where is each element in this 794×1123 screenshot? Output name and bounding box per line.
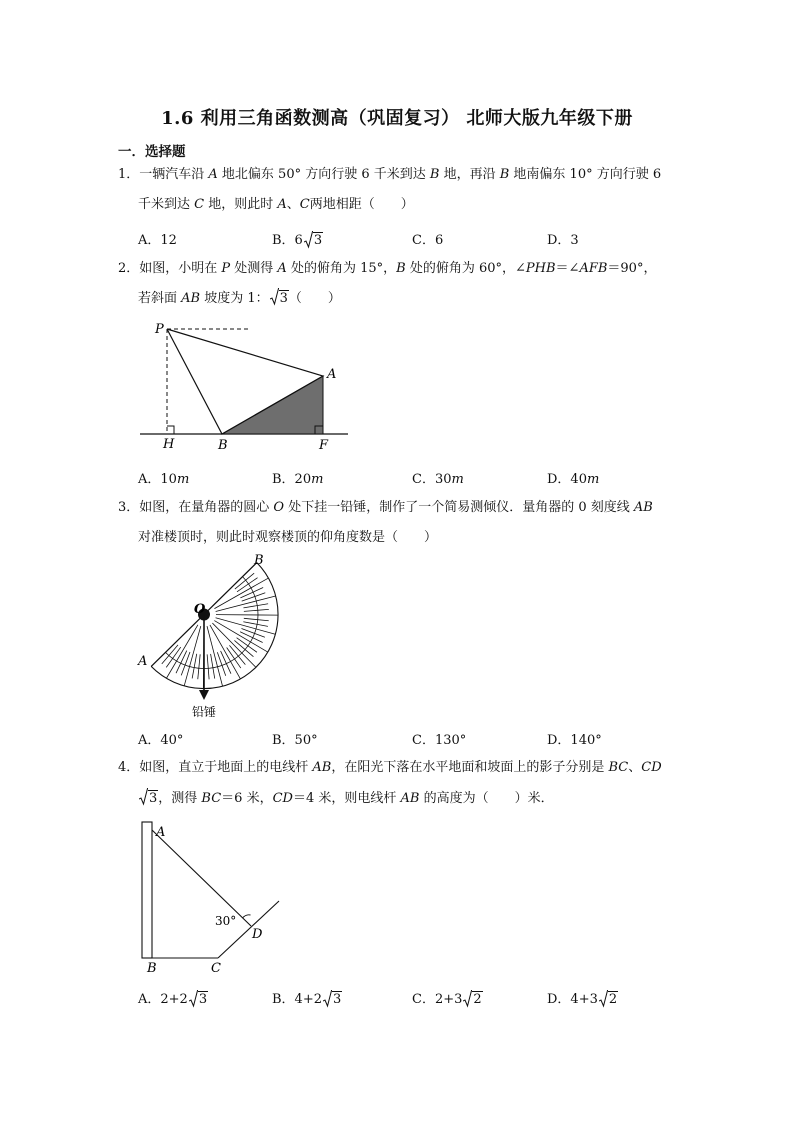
sqrt-symbol: 2 (599, 992, 618, 1007)
label-f: F (319, 438, 329, 453)
section-heading: 一．选择题 (118, 144, 186, 160)
label-a: A (138, 654, 148, 669)
angle-arc (243, 915, 251, 918)
label-o: O (194, 602, 206, 617)
question-1-line-1: 1．一辆汽车沿 A 地北偏东 50° 方向行驶 6 千米到达 B 地，再沿 B 地南偏东 10° 方向行驶 6 (118, 167, 662, 182)
protractor-tick (192, 654, 197, 679)
sqrt-symbol: 2 (463, 992, 482, 1007)
q3-option-b[interactable]: B．50° (272, 733, 318, 748)
sqrt-symbol: 3 (189, 992, 208, 1007)
q2-option-b[interactable]: B．20m (272, 472, 324, 487)
label-a: A (156, 825, 166, 840)
protractor-tick (243, 622, 268, 627)
q1-option-a[interactable]: A．12 (138, 233, 177, 248)
label-b: B (147, 961, 157, 976)
label-h: H (163, 437, 175, 452)
protractor-tick (214, 578, 268, 609)
protractor-tick (151, 623, 195, 666)
electric-pole (142, 822, 152, 958)
label-c: C (211, 961, 221, 976)
q3-option-d[interactable]: D．140° (547, 733, 602, 748)
label-d: D (252, 927, 263, 942)
label-p: P (155, 322, 164, 337)
protractor-inner-arc (165, 577, 258, 669)
label-b: B (218, 438, 228, 453)
figure-slope (130, 315, 360, 455)
figure-protractor (130, 552, 290, 722)
question-3-line-1: 3．如图，在量角器的圆心 O 处下挂一铅锤，制作了一个简易测倾仪．量角器的 0 刻度线 AB (118, 500, 653, 515)
protractor-ticks (151, 563, 278, 689)
sqrt-symbol: 3 (304, 233, 323, 248)
q1-option-c[interactable]: C．6 (412, 233, 444, 248)
figure-pole (135, 815, 295, 980)
question-2-line-1: 2．如图，小明在 P 处测得 A 处的俯角为 15°，B 处的俯角为 60°，∠PHB＝∠AFB＝90°， (118, 261, 657, 276)
label-angle-30: 30° (215, 914, 237, 928)
protractor-tick (244, 618, 269, 620)
q2-option-d[interactable]: D．40m (547, 472, 600, 487)
label-plumb-weight: 铅锤 (192, 705, 217, 719)
q3-option-a[interactable]: A．40° (138, 733, 184, 748)
label-a: A (327, 367, 337, 382)
q2-option-a[interactable]: A．10m (138, 472, 190, 487)
question-4-line-2: 3，测得 BC＝6 米，CD＝4 米，则电线杆 AB 的高度为（ ）米． (138, 790, 554, 808)
plumb-arrow (199, 690, 209, 700)
q4-option-d[interactable]: D．4+3 2 (547, 992, 618, 1007)
q4-option-c[interactable]: C．2+3 2 (412, 992, 482, 1007)
sun-ray (152, 830, 251, 926)
question-3-line-2: 对准楼顶时，则此时观察楼顶的仰角度数是（ ） (138, 530, 438, 545)
slope-line (218, 901, 279, 958)
label-b: B (254, 553, 264, 568)
q1-option-d[interactable]: D．3 (547, 233, 579, 248)
sqrt-symbol: 3 (323, 992, 342, 1007)
q1-option-b[interactable]: B．6 3 (272, 233, 323, 248)
protractor-tick (212, 623, 255, 667)
protractor-tick (244, 609, 269, 611)
sqrt-symbol: 3 (270, 290, 289, 308)
protractor-tick (211, 654, 215, 679)
q2-option-c[interactable]: C．30m (412, 472, 464, 487)
protractor-tick (181, 652, 190, 675)
protractor-tick (213, 563, 257, 606)
protractor-tick (241, 629, 264, 638)
protractor-tick (243, 604, 268, 608)
question-1-line-2: 千米到达 C 地，则此时 A、C两地相距（ ） (138, 197, 414, 212)
q4-option-b[interactable]: B．4+2 3 (272, 992, 342, 1007)
protractor-tick (216, 615, 278, 616)
page-title: 1.6 利用三角函数测高（巩固复习） 北师大版九年级下册 (161, 108, 633, 129)
right-angle-h (167, 426, 174, 434)
sqrt-symbol: 3 (139, 790, 158, 808)
q3-option-c[interactable]: C．130° (412, 733, 467, 748)
q4-option-a[interactable]: A．2+2 3 (138, 992, 208, 1007)
protractor-tick (166, 625, 197, 678)
question-2-line-2: 若斜面 AB 坡度为 1： 3（ ） (138, 290, 341, 308)
protractor-tick (198, 654, 200, 679)
question-4-line-1: 4．如图，直立于地面上的电线杆 AB，在阳光下落在水平地面和坡面上的影子分别是 BC、CD (118, 760, 662, 775)
protractor-tick (207, 654, 209, 679)
